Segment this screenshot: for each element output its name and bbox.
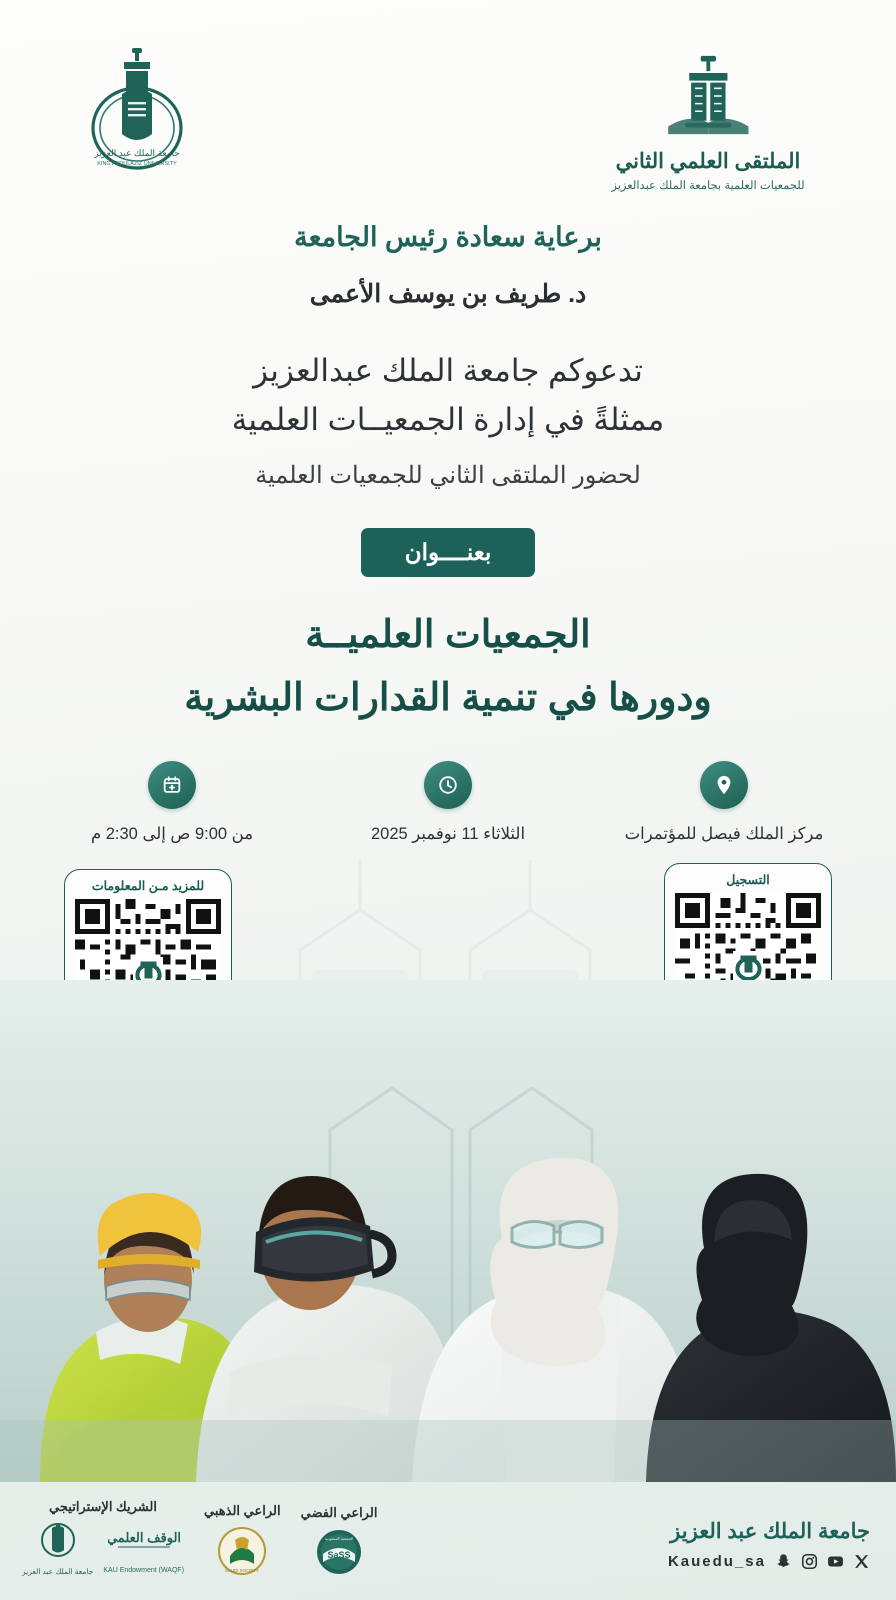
invite-line-1: تدعوكم جامعة الملك عبدالعزيز <box>253 353 643 388</box>
main-title-line-1: الجمعيات العلميــة <box>305 614 591 657</box>
svg-text:SAUDI SOCIETY: SAUDI SOCIETY <box>225 1568 260 1573</box>
detail-date-text: الثلاثاء 11 نوفمبر 2025 <box>370 825 526 844</box>
detail-venue <box>599 761 849 846</box>
sponsor-gold <box>204 1503 281 1576</box>
brand-block <box>668 1519 870 1570</box>
people-photo <box>0 980 896 1482</box>
instagram-icon[interactable] <box>801 1553 818 1570</box>
detail-venue-text: مركز الملك فيصل للمؤتمرات <box>624 825 824 844</box>
main-title-line-2: ودورها في تنمية القدارات البشرية <box>184 677 712 720</box>
svg-text:الوقف العلمي: الوقف العلمي <box>107 1529 180 1545</box>
calendar-add-icon <box>148 761 196 809</box>
poster-header <box>0 0 896 200</box>
people-illustration <box>0 980 896 1482</box>
event-logo-subtitle: للجمعيات العلمية بجامعة الملك عبدالعزيز <box>611 180 805 192</box>
gold-sponsor-logo <box>217 1526 267 1576</box>
svg-text:جامعة الملك عبد العزيز: جامعة الملك عبد العزيز <box>94 148 180 158</box>
detail-time-text: من 9:00 ص إلى 2:30 م <box>90 825 254 844</box>
clock-icon <box>424 761 472 809</box>
kau-footer-logo-caption: جامعة الملك عبد العزيز <box>22 1567 94 1576</box>
patron-line: برعاية سعادة رئيس الجامعة <box>294 222 602 252</box>
poster-main-text <box>0 222 896 727</box>
svg-text:KING ABDULAZIZ UNIVERSITY: KING ABDULAZIZ UNIVERSITY <box>97 161 177 167</box>
event-logo <box>578 52 838 192</box>
event-details-row <box>0 761 896 846</box>
snapchat-icon[interactable] <box>775 1553 792 1570</box>
sponsor-gold-label: الراعي الذهبي <box>204 1503 281 1518</box>
social-handle: Kauedu_sa <box>667 1553 766 1570</box>
event-logo-title: الملتقى العلمي الثاني <box>615 150 801 173</box>
detail-date <box>323 761 573 846</box>
kau-seal-logo <box>62 44 212 174</box>
x-twitter-icon[interactable] <box>853 1553 870 1570</box>
sponsor-silver <box>301 1505 378 1576</box>
invite-line-2: ممثلةً في إدارة الجمعيــات العلمية <box>231 401 665 437</box>
sponsor-strategic-label: الشريك الإستراتيجي <box>49 1499 157 1514</box>
youtube-icon[interactable] <box>827 1553 844 1570</box>
social-row <box>668 1553 870 1570</box>
qr-registration-label: التسجيل <box>726 872 770 887</box>
brand-name: جامعة الملك عبد العزيز <box>670 1520 870 1543</box>
sponsor-strategic <box>22 1499 184 1576</box>
kau-footer-logo <box>22 1522 93 1576</box>
kau-endowment-logo <box>103 1525 184 1574</box>
qr-more-info-label: للمزيد مـن المعلومات <box>91 878 205 893</box>
location-pin-icon <box>700 761 748 809</box>
saudi-society-logo <box>315 1528 363 1576</box>
kau-endowment-caption: KAU Endowment (WAQF) <box>103 1566 185 1574</box>
sponsor-silver-label: الراعي الفضي <box>300 1505 378 1520</box>
patron-name: د. طريف بن يوسف الأعمى <box>309 280 587 308</box>
university-logo <box>62 44 212 179</box>
svg-text:SaSS: SaSS <box>327 1550 351 1560</box>
svg-text:الجمعية السعودية: الجمعية السعودية <box>324 1536 354 1541</box>
sponsors-row <box>22 1499 377 1576</box>
poster-footer <box>0 1450 896 1600</box>
detail-time <box>47 761 297 846</box>
subject-pill: بعنــــوان <box>361 528 536 577</box>
forum-tower-logo <box>651 52 766 138</box>
invite-line-3: لحضور الملتقى الثاني للجمعيات العلمية <box>255 461 641 489</box>
